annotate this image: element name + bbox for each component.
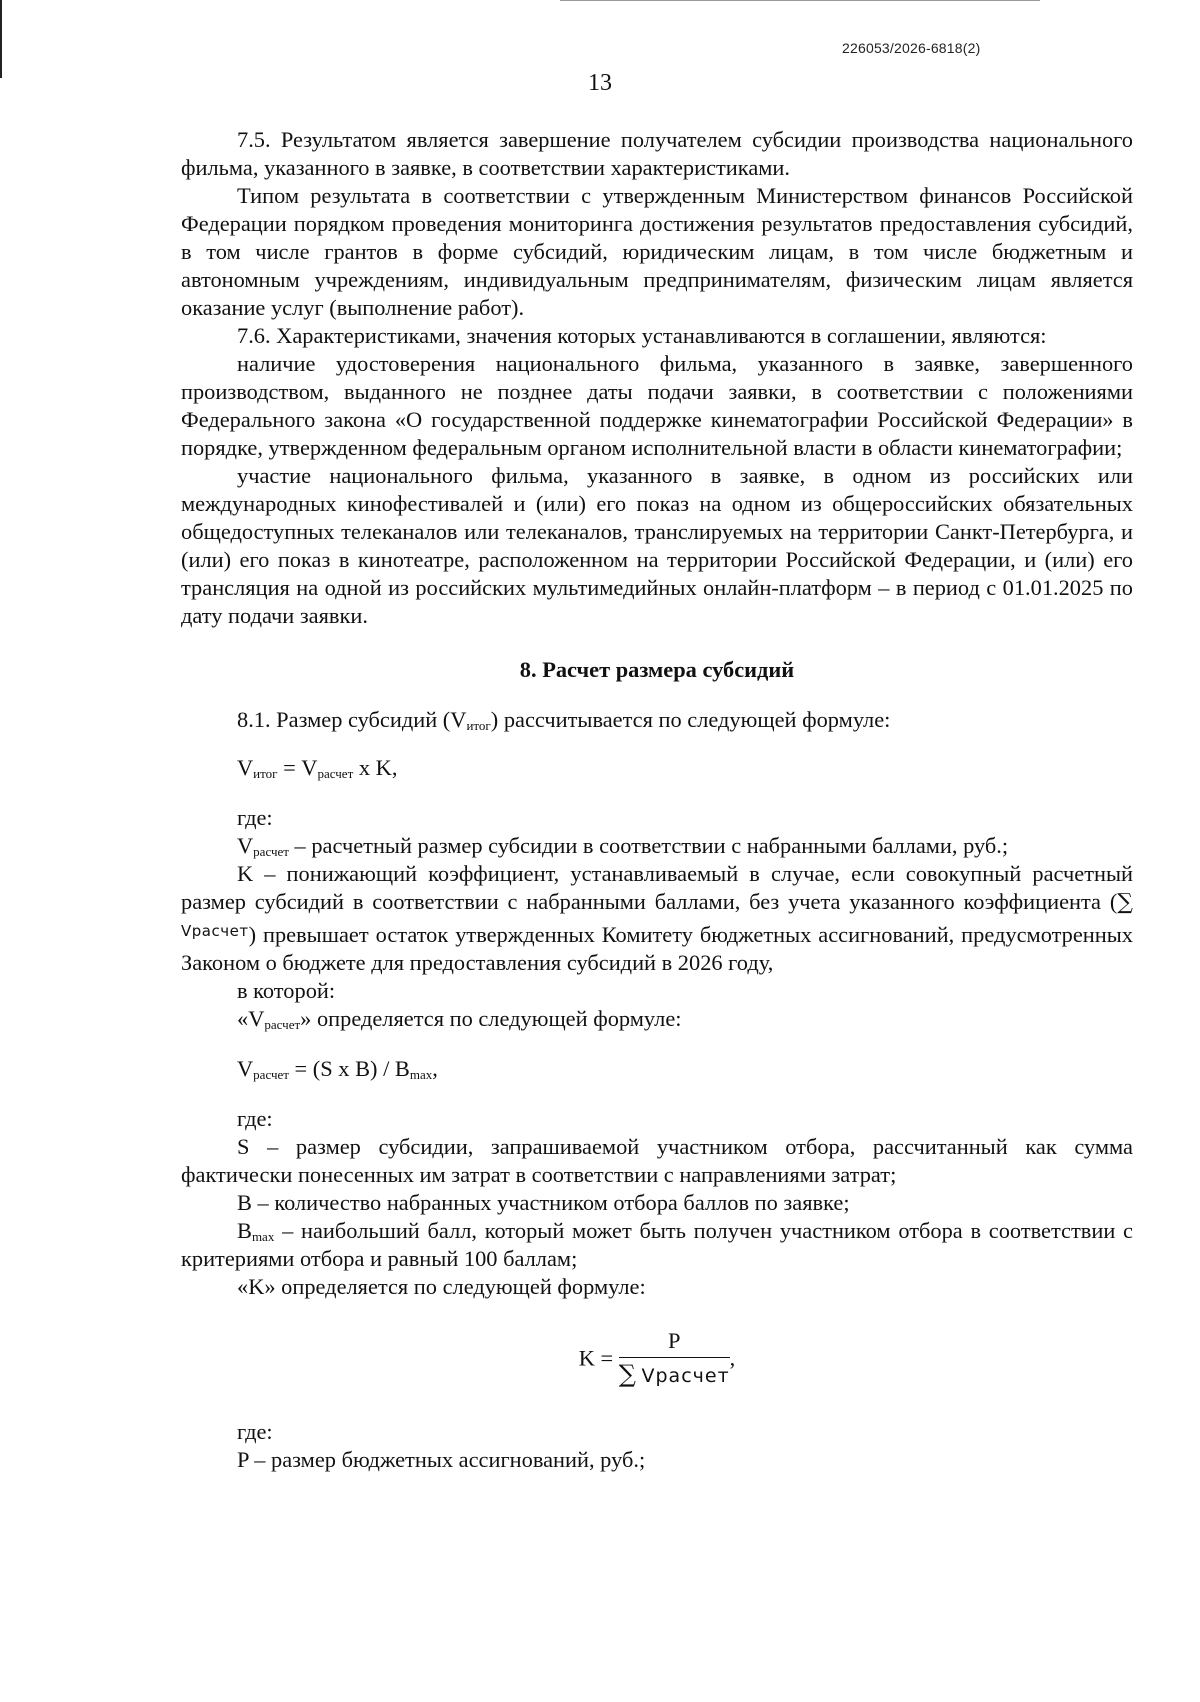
- paragraph-7-6-item-1: наличие удостоверения национального фильма, указанного в заявке, завершенного производством, выданного не позднее даты подачи заявки, в соответствии с положениями Федерального закона «О государственной поддержке кинематографии Российской Федерации» в порядке, утвержденном федеральным органом исполнительной власти в области кинематографии;: [181, 351, 1133, 460]
- f2-mid: = (S x B) / B: [288, 1056, 410, 1081]
- f3-vraschet: Vрасчет: [641, 1365, 730, 1387]
- where-3: где:: [237, 1419, 273, 1444]
- f3-numerator: P: [619, 1327, 730, 1358]
- definition-v-raschet: [181, 832, 1133, 860]
- definition-b: B – количество набранных участником отбора баллов по заявке;: [237, 1190, 850, 1215]
- f1-sub-raschet: расчет: [317, 766, 354, 781]
- f2-sub-max: max: [409, 1067, 433, 1082]
- p81-text: 8.1. Размер субсидий (V: [237, 707, 467, 732]
- definition-s: S – размер субсидии, запрашиваемой участником отбора, рассчитанный как сумма фактически понесенных им затрат в соответствии с направлениями затрат;: [181, 1134, 1133, 1187]
- section-8-heading: 8. Расчет размера субсидий: [519, 657, 795, 682]
- f2-tail: ,: [432, 1056, 438, 1081]
- page-number: 13: [588, 70, 612, 96]
- definition-k: [181, 860, 1133, 977]
- f2-v: V: [237, 1056, 254, 1081]
- def-v-letter: V: [237, 833, 254, 858]
- p81-subscript: итог: [466, 718, 491, 733]
- vr-post: » определяется по следующей формуле:: [300, 1006, 682, 1031]
- formula-v-itog: [181, 754, 1133, 782]
- def-v-sub: расчет: [253, 844, 289, 859]
- f3-sigma: ∑: [618, 1360, 636, 1388]
- f1-tail: x K,: [353, 755, 398, 780]
- formula-k: [181, 1327, 1133, 1390]
- scan-edge-line: [0, 0, 2, 78]
- definition-p: P – размер бюджетных ассигнований, руб.;: [237, 1447, 646, 1472]
- def-k-vraschet: Vрасчет: [181, 922, 249, 940]
- paragraph-7-5: 7.5. Результатом является завершение получателем субсидии производства национального фильма, указанного в заявке, в соответствии характеристиками.: [181, 127, 1133, 180]
- f1-v: V: [237, 755, 254, 780]
- bmax-letter: B: [237, 1218, 252, 1243]
- paragraph-7-5-type: Типом результата в соответствии с утвержденным Министерством финансов Российской Федерации порядком проведения мониторинга достижения результатов предоставления субсидий, в том числе грантов в форме субсидий, юридическим лицам, в том числе бюджетным и автономным учреждениям, индивидуальным предпринимателям, физическим лицам является оказание услуг (выполнение работ).: [181, 183, 1133, 320]
- bmax-sub: max: [251, 1229, 275, 1244]
- document-body: [181, 126, 1133, 1474]
- formula-v-raschet: [181, 1055, 1133, 1083]
- scan-top-rule: [560, 0, 1040, 1]
- f1-eq: = V: [277, 755, 318, 780]
- def-v-text: – расчетный размер субсидии в соответствии с набранными баллами, руб.;: [288, 833, 1009, 858]
- where-1: где:: [237, 805, 273, 830]
- f3-denominator: [619, 1358, 730, 1390]
- definition-v-raschet-formula-intro: [181, 1005, 1133, 1033]
- f3-lhs: K =: [578, 1345, 619, 1371]
- def-k-text-end: ) превышает остаток утвержденных Комитету бюджетных ассигнований, предусмотренных Законом о бюджете для предоставления субсидий в 2026 году,: [181, 922, 1133, 975]
- f2-sub: расчет: [253, 1067, 289, 1082]
- vr-sub: расчет: [264, 1017, 301, 1032]
- document-id: 226053/2026-6818(2): [842, 40, 981, 56]
- f3-fraction: [619, 1327, 730, 1390]
- f1-sub-itog: итог: [253, 766, 278, 781]
- f3-tail: ,: [729, 1345, 736, 1371]
- vr-pre: «V: [237, 1006, 265, 1031]
- in-which: в которой:: [237, 978, 336, 1003]
- sigma-symbol: ∑: [1117, 890, 1133, 915]
- paragraph-7-6-item-2: участие национального фильма, указанного в заявке, в одном из российских или международных кинофестивалей и (или) его показ на одном из общероссийских обязательных общедоступных телеканалов или телеканалов, транслируемых на территории Санкт-Петербурга, и (или) его показ в кинотеатре, расположенном на территории Российской Федерации, и (или) его трансляция на одной из российских мультимедийных онлайн-платформ – в период с 01.01.2025 по дату подачи заявки.: [181, 463, 1133, 628]
- p81-text-end: ) рассчитывается по следующей формуле:: [490, 707, 891, 732]
- where-2: где:: [237, 1106, 273, 1131]
- def-k-text: K – понижающий коэффициент, устанавливаемый в случае, если совокупный расчетный размер субсидий в соответствии с набранными баллами, без учета указанного коэффициента (: [181, 861, 1133, 914]
- bmax-text: – наибольший балл, который может быть получен участником отбора в соответствии с критериями отбора и равный 100 баллам;: [181, 1218, 1133, 1271]
- k-formula-intro: «K» определяется по следующей формуле:: [237, 1274, 646, 1299]
- paragraph-8-1: [181, 706, 1133, 734]
- paragraph-7-6: 7.6. Характеристиками, значения которых устанавливаются в соглашении, являются:: [237, 323, 1047, 348]
- definition-bmax: [181, 1217, 1133, 1273]
